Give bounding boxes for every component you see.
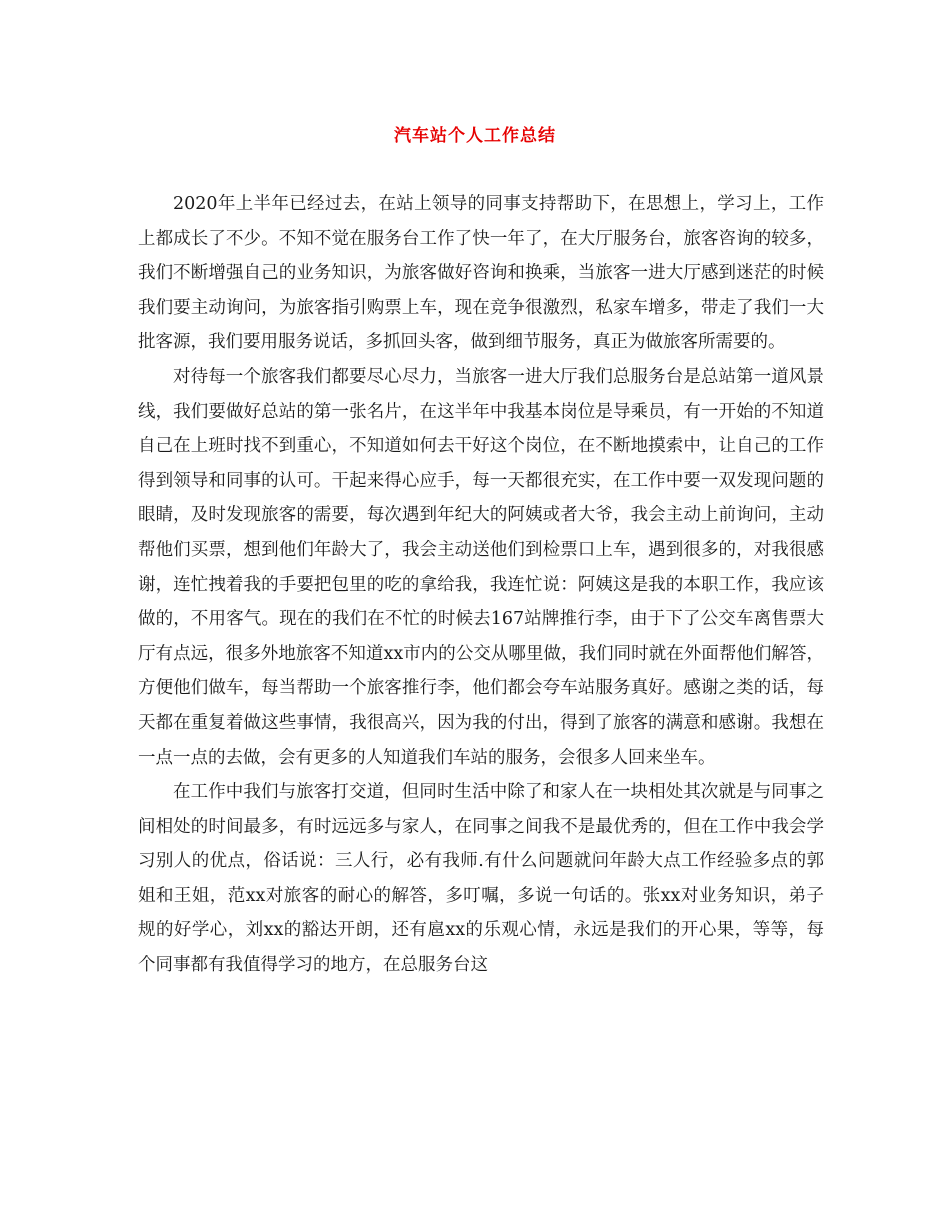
document-title: 汽车站个人工作总结 — [394, 126, 556, 146]
document-body — [138, 187, 824, 983]
paragraph-3: 在工作中我们与旅客打交道，但同时生活中除了和家人在一块相处其次就是与同事之间相处的时间最多，有时远远多与家人，在同事之间我不是最优秀的，但在工作中我会学习别人的优点，俗话说：三人行，必有我师.有什么问题就问年龄大点工作经验多点的郭姐和王姐，范xx对旅客的耐心的解答，多叮嘱，多说一句话的。张xx对业务知识，弟子规的好学心，刘xx的豁达开朗，还有扈xx的乐观心情，永远是我们的开心果，等等，每个同事都有我值得学习的地方，在总服务台这 — [138, 782, 824, 976]
paragraph-1: 2020年上半年已经过去，在站上领导的同事支持帮助下，在思想上，学习上，工作上都成长了不少。不知不觉在服务台工作了快一年了，在大厅服务台，旅客咨询的较多，我们不断增强自己的业务知识，为旅客做好咨询和换乘，当旅客一进大厅感到迷茫的时候我们要主动询问，为旅客指引购票上车，现在竞争很激烈，私家车增多，带走了我们一大批客源，我们要用服务说话，多抓回头客，做到细节服务，真正为做旅客所需要的。 — [138, 194, 824, 353]
paragraph-2: 对待每一个旅客我们都要尽心尽力，当旅客一进大厅我们总服务台是总站第一道风景线，我们要做好总站的第一张名片，在这半年中我基本岗位是导乘员，有一开始的不知道自己在上班时找不到重心，不知道如何去干好这个岗位，在不断地摸索中，让自己的工作得到领导和同事的认可。干起来得心应手，每一天都很充实，在工作中要一双发现问题的眼睛，及时发现旅客的需要，每次遇到年纪大的阿姨或者大爷，我会主动上前询问，主动帮他们买票，想到他们年龄大了，我会主动送他们到检票口上车，遇到很多的，对我很感谢，连忙拽着我的手要把包里的吃的拿给我，我连忙说：阿姨这是我的本职工作，我应该做的，不用客气。现在的我们在不忙的时候去167站牌推行李，由于下了公交车离售票大厅有点远，很多外地旅客不知道xx市内的公交从哪里做，我们同时就在外面帮他们解答，方便他们做车，每当帮助一个旅客推行李，他们都会夸车站服务真好。感谢之类的话，每天都在重复着做这些事情，我很高兴，因为我的付出，得到了旅客的满意和感谢。我想在一点一点的去做，会有更多的人知道我们车站的服务，会很多人回来坐车。 — [138, 366, 824, 768]
